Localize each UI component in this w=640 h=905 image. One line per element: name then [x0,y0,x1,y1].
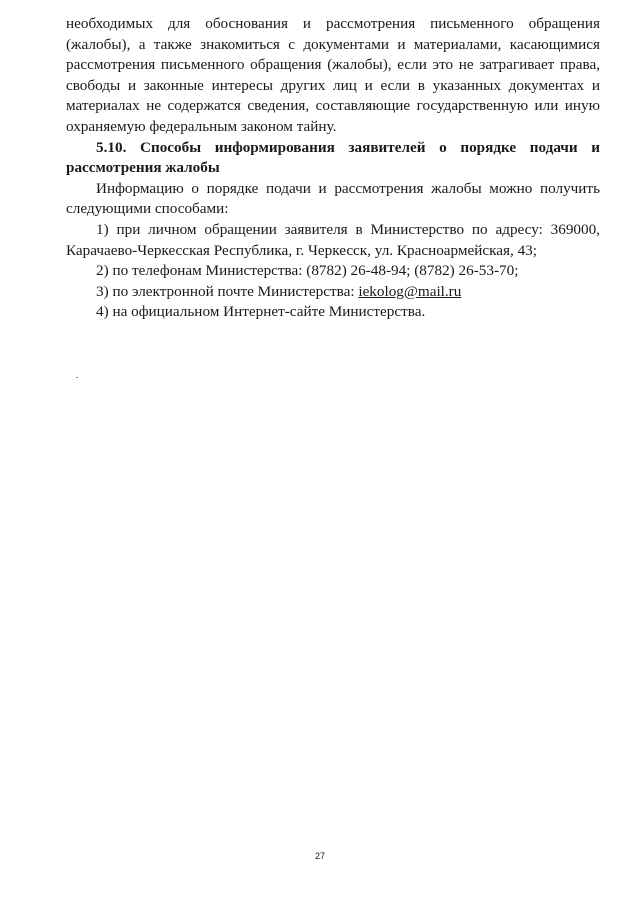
paragraph-continuation: необходимых для обоснования и рассмотрения письменного обращения (жалобы), а также знакомиться с документами и материалами, касающимися рассмотрения письменного обращения (жалобы), если это не затрагивает права, свободы и законные интересы других лиц и если в указанных документах и материалах не содержатся сведения, составляющие государственную или иную охраняемую федеральным законом тайну. [66,15,600,135]
page-number: 27 [314,851,325,861]
section-heading: 5.10. Способы информирования заявителей о порядке подачи и рассмотрения жалобы [66,138,600,177]
list-item-email-label: 3) по электронной почте Министерства: [96,282,359,300]
list-item-personal-visit: 1) при личном обращении заявителя в Министерство по адресу: 369000, Карачаево-Черкесская Республика, г. Черкесск, ул. Красноармейская, 43; [66,220,600,259]
list-item-website: 4) на официальном Интернет-сайте Министерства. [96,303,426,321]
list-item-email [66,282,600,303]
list-item-phone: 2) по телефонам Министерства: (8782) 26-48-94; (8782) 26-53-70; [96,262,519,280]
email-link[interactable]: iekolog@mail.ru [358,282,462,300]
document-body [66,14,600,323]
intro-paragraph: Информацию о порядке подачи и рассмотрения жалобы можно получить следующими способами: [66,179,600,218]
scan-speck [76,377,78,378]
